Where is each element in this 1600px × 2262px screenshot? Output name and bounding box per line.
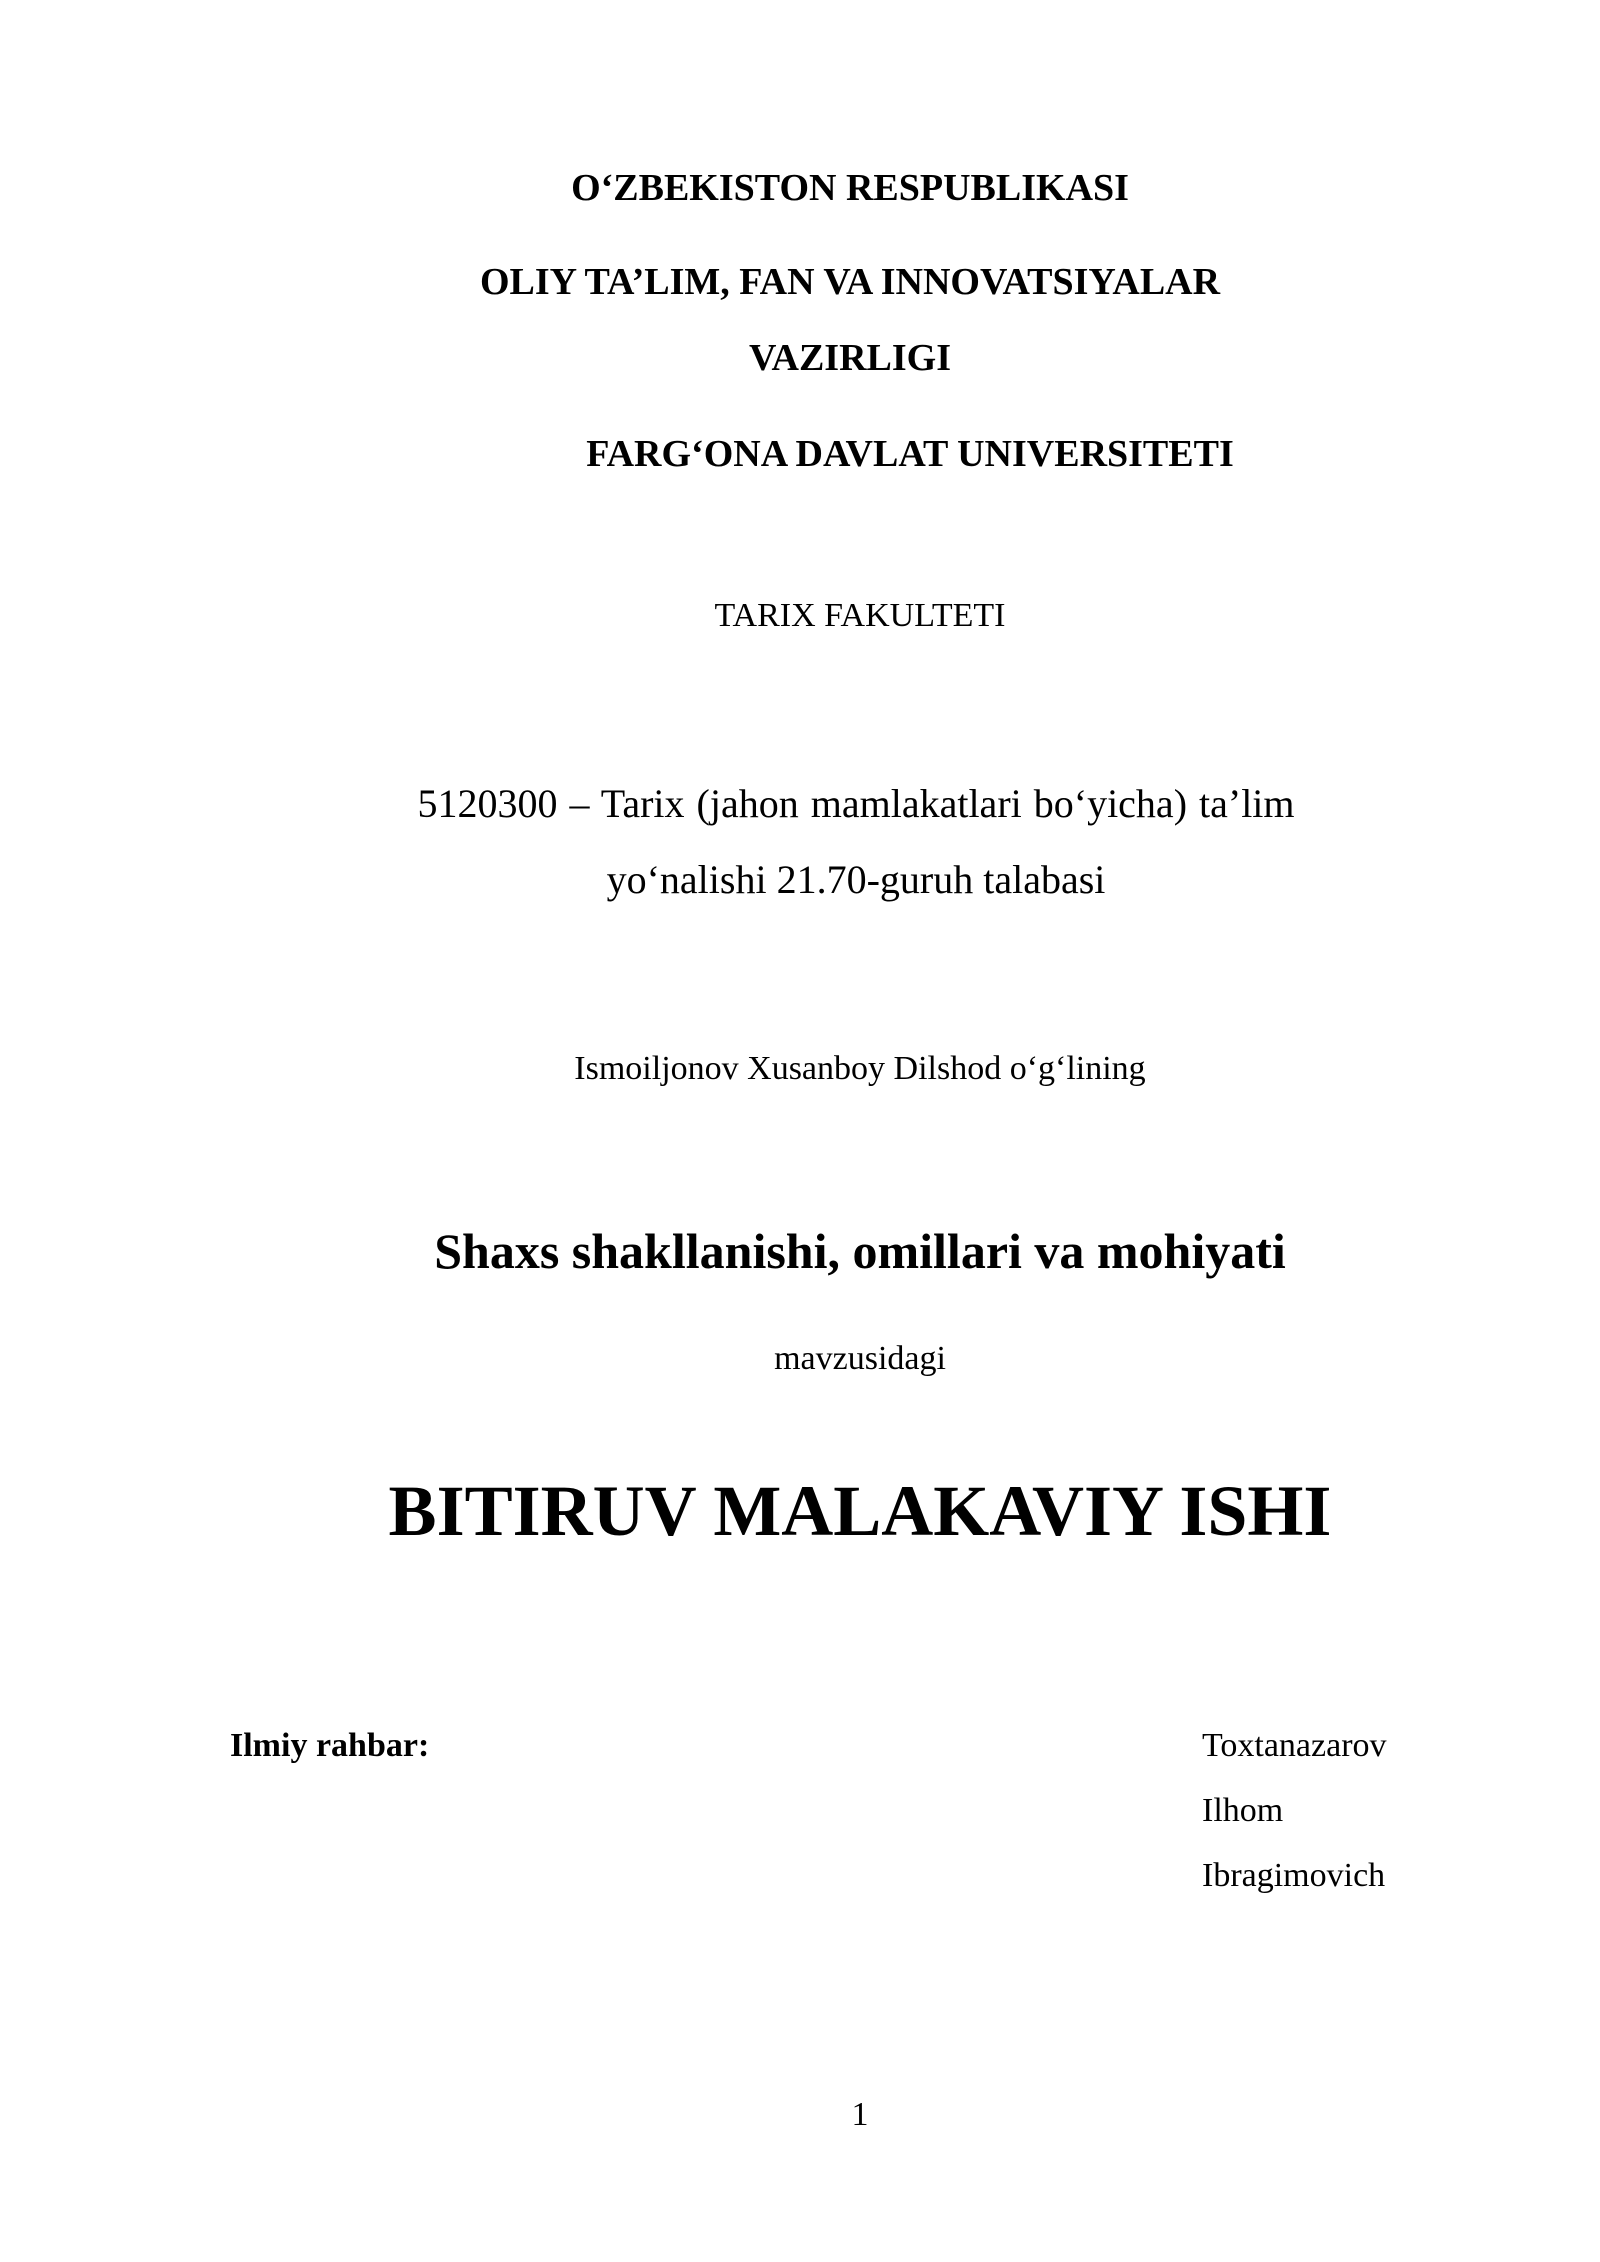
adviser-surname: Toxtanazarov	[1202, 1727, 1387, 1764]
ministry-title-line-2: VAZIRLIGI	[748, 337, 952, 379]
adviser-given-name: Ilhom	[1202, 1792, 1284, 1829]
thesis-topic: Shaxs shakllanishi, omillari va mohiyati	[434, 1223, 1286, 1279]
work-type-title: BITIRUV MALAKAVIY ISHI	[388, 1471, 1332, 1551]
country-title: O‘ZBEKISTON RESPUBLIKASI	[571, 167, 1129, 209]
page-number: 1	[851, 2096, 869, 2133]
adviser-patronymic: Ibragimovich	[1202, 1857, 1386, 1894]
topic-suffix: mavzusidagi	[774, 1340, 946, 1377]
faculty-name: TARIX FAKULTETI	[714, 597, 1006, 634]
specialty-line-2: yo‘nalishi 21.70-guruh talabasi	[606, 857, 1106, 902]
university-title: FARG‘ONA DAVLAT UNIVERSITETI	[586, 433, 1234, 475]
specialty-line-1: 5120300 – Tarix (jahon mamlakatlari bo‘yicha) ta’lim	[417, 781, 1295, 826]
adviser-label: Ilmiy rahbar:	[230, 1727, 430, 1764]
student-name: Ismoiljonov Xusanboy Dilshod o‘g‘lining	[574, 1050, 1146, 1087]
adviser-name	[1202, 1713, 1387, 1908]
ministry-title-line-1: OLIY TA’LIM, FAN VA INNOVATSIYALAR	[479, 261, 1221, 303]
